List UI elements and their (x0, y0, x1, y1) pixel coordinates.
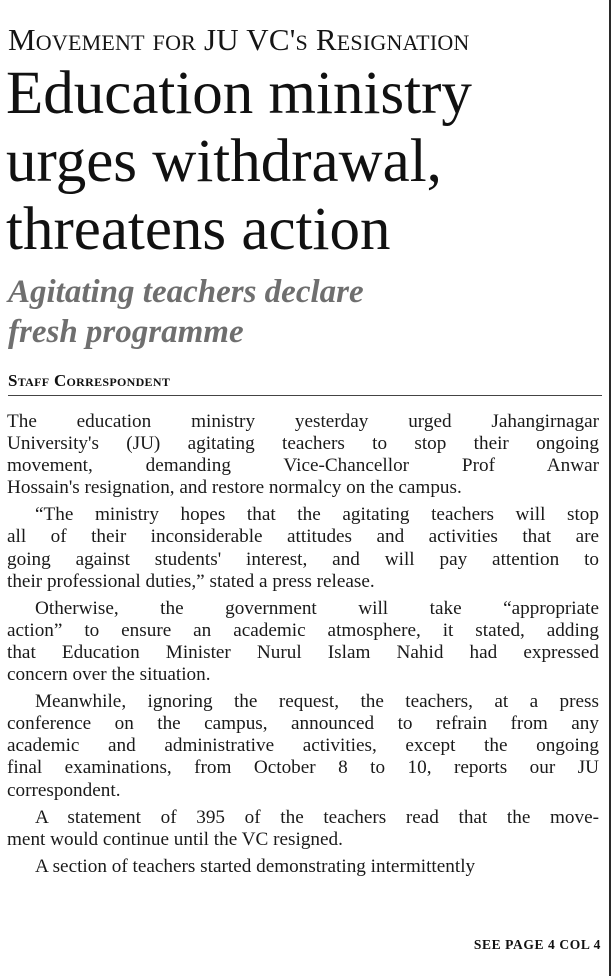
body-line: correspondent. (7, 779, 121, 801)
body-line: academic and administrative activities, except the ongoing (7, 735, 599, 757)
body-line: all of their inconsiderable attitudes and activities that are (7, 526, 599, 548)
headline-line: Education ministry (6, 60, 472, 127)
headline-line: threatens action (6, 196, 391, 263)
body-line: their professional duties,” stated a press release. (7, 570, 375, 592)
headline-line: urges withdrawal, (6, 128, 442, 195)
body-line: A section of teachers started demonstrating intermittently (35, 855, 476, 877)
body-line: A statement of 395 of the teachers read that the move- (35, 806, 599, 828)
continuation-note: SEE PAGE 4 COL 4 (473, 937, 601, 952)
body-line: The education ministry yesterday urged Jahangirnagar (7, 411, 599, 432)
body-line: action” to ensure an academic atmosphere, it stated, adding (7, 619, 599, 641)
body-line: Hossain's resignation, and restore normalcy on the campus. (7, 477, 462, 499)
byline: Staff Correspondent (8, 371, 171, 390)
body-line: going against students' interest, and will pay attention to (7, 548, 599, 570)
subheadline (8, 272, 608, 352)
body-line: conference on the campus, announced to refrain from any (7, 713, 599, 735)
body-line: concern over the situation. (7, 664, 211, 686)
body-line: University's (JU) agitating teachers to stop their ongoing (7, 433, 599, 455)
body-line: “The ministry hopes that the agitating teachers will stop (35, 504, 599, 526)
headline (6, 60, 606, 264)
body-line: final examinations, from October 8 to 10, reports our JU (7, 757, 599, 779)
kicker: Movement for JU VC's Resignation (8, 22, 470, 57)
body-line: that Education Minister Nurul Islam Nahid had expressed (7, 641, 599, 663)
body-line: ment would continue until the VC resigned. (7, 828, 343, 850)
body-line: movement, demanding Vice-Chancellor Prof Anwar (7, 455, 599, 477)
column-rule (609, 0, 611, 976)
body-line: Meanwhile, ignoring the request, the teachers, at a press (35, 691, 599, 713)
subheadline-line: Agitating teachers declare (8, 274, 364, 310)
byline-divider (8, 395, 602, 396)
body-line: Otherwise, the government will take “appropriate (35, 597, 599, 619)
article-body (7, 411, 599, 878)
subheadline-line: fresh programme (8, 314, 244, 350)
